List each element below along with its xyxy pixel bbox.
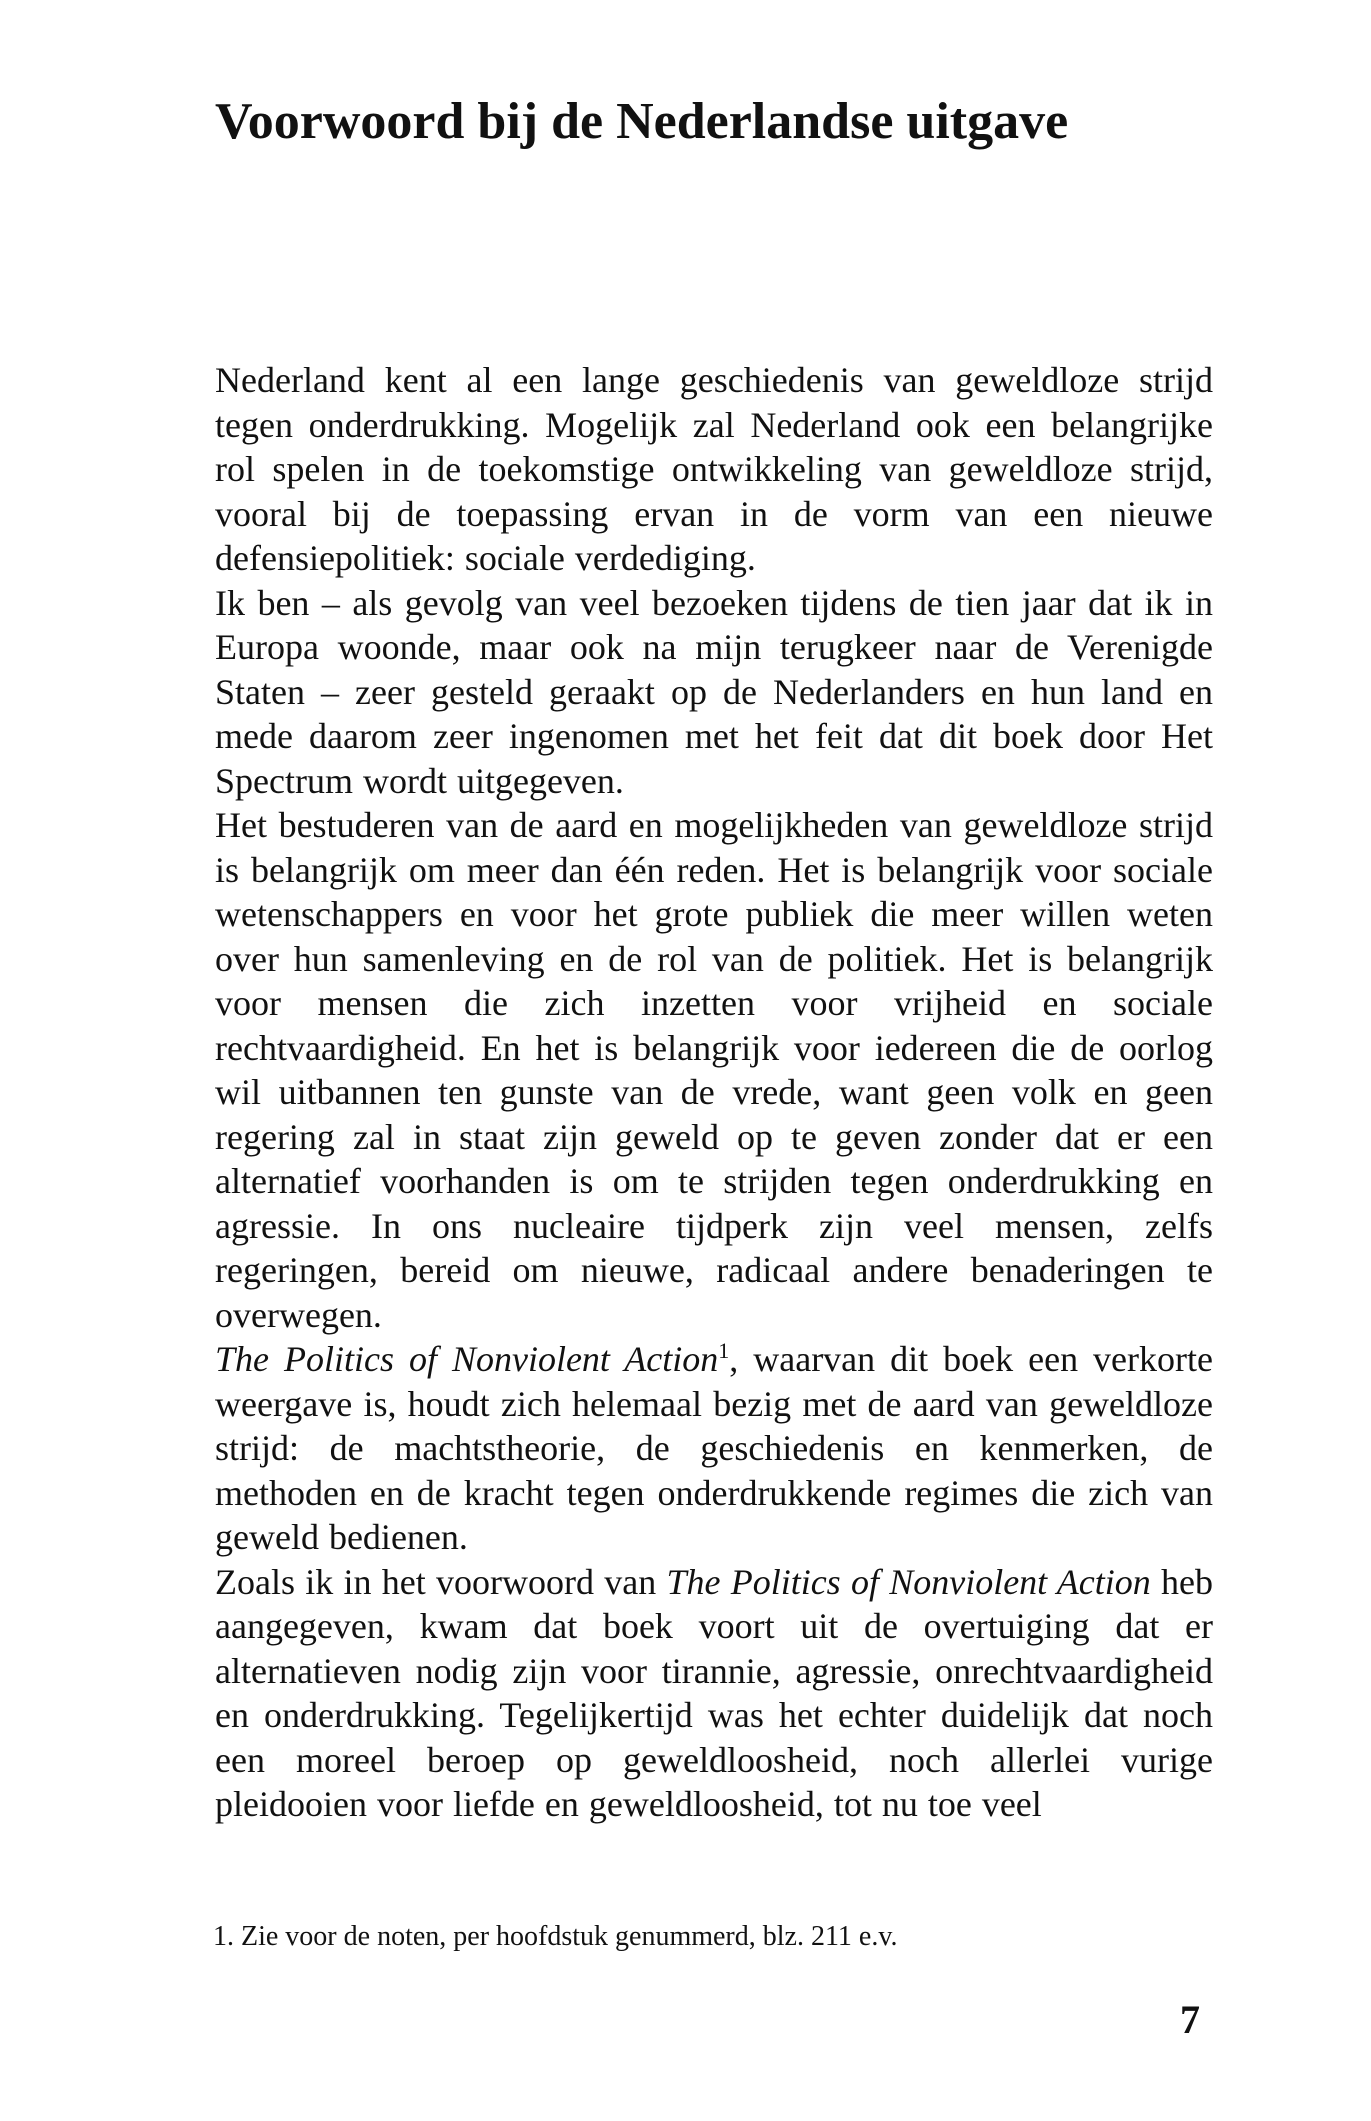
- paragraph-5: [215, 1560, 1213, 1827]
- paragraph-1: Nederland kent al een lange geschiedenis van geweldloze strijd tegen onderdrukking. Mogelijk zal Nederland ook een belangrijke rol spelen in de toekomstige ontwikkeling van geweldloze strijd, vooral bij de toepassing ervan in de vorm van een nieuwe defensiepolitiek: sociale verdediging.: [215, 360, 1213, 578]
- book-title-reference: The Politics of Nonviolent Action: [215, 1339, 719, 1379]
- footnote-marker: 1: [718, 1338, 730, 1363]
- paragraph-2: Ik ben – als gevolg van veel bezoeken tijdens de tien jaar dat ik in Europa woonde, maar ook na mijn terugkeer naar de Verenigde Staten – zeer gesteld geraakt op de Nederlanders en hun land en mede daarom zeer ingenomen met het feit dat dit boek door Het Spectrum wordt uitgegeven.: [215, 582, 1213, 801]
- paragraph-4-text: , waarvan dit boek een verkorte weergave is, houdt zich helemaal bezig met de aard van geweldloze strijd: de machtstheorie, de geschiedenis en kenmerken, de methoden en de kracht tegen onderdrukkende regimes die zich van geweld bedienen.: [215, 1339, 1213, 1557]
- paragraph-5-text: heb aangegeven, kwam dat boek voort uit de overtuiging dat er alternatieven nodig zijn voor tirannie, agressie, onrechtvaardigheid en onderdrukking. Tegelijkertijd was het echter duidelijk dat noch een moreel beroep op geweldloosheid, noch allerlei vurige pleidooien voor liefde en geweldloosheid, tot nu toe veel: [215, 1561, 1213, 1824]
- paragraph-3: Het bestuderen van de aard en mogelijkheden van geweldloze strijd is belangrijk om meer dan één reden. Het is belangrijk voor sociale wetenschappers en voor het grote publiek die meer willen weten over hun samenleving en de rol van de politiek. Het is belangrijk voor mensen die zich inzetten voor vrijheid en sociale rechtvaardigheid. En het is belangrijk voor iedereen die de oorlog wil uitbannen ten gunste van de vrede, want geen volk en geen regering zal in staat zijn geweld op te geven zonder dat er een alternatief voorhanden is om te strijden tegen onderdrukking en agressie. In ons nucleaire tijdperk zijn veel mensen, zelfs regeringen, bereid om nieuwe, radicaal andere benaderingen te overwegen.: [215, 805, 1213, 1335]
- paragraph-4: [215, 1337, 1213, 1560]
- paragraph-5-start: Zoals ik in het voorwoord van: [215, 1561, 667, 1602]
- page-number: 7: [1180, 1997, 1200, 2042]
- page-title: Voorwoord bij de Nederlandse uitgave: [215, 93, 1069, 150]
- book-title-reference: The Politics of Nonviolent Action: [666, 1561, 1151, 1602]
- footnote: 1. Zie voor de noten, per hoofdstuk genummerd, blz. 211 e.v.: [213, 1921, 898, 1952]
- body-text: [215, 358, 1213, 1827]
